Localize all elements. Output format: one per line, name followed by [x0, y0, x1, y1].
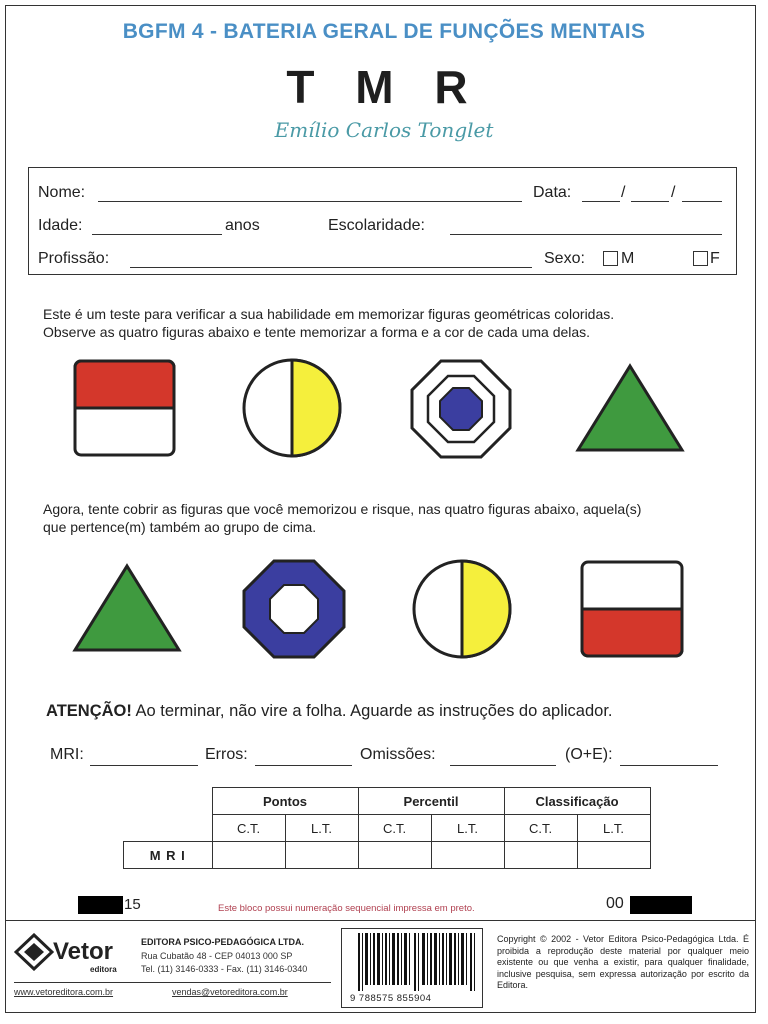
website-link[interactable]: www.vetoreditora.com.br [14, 987, 114, 997]
sex-f-checkbox[interactable] [693, 251, 708, 266]
barcode-icon [358, 933, 482, 991]
errors-label: Erros: [205, 746, 248, 763]
score-table [123, 787, 651, 869]
sex-label: Sexo: [544, 250, 585, 267]
table-cell[interactable] [577, 842, 650, 869]
serial-note: Este bloco possui numeração sequencial impressa em preto. [218, 903, 475, 914]
attention-text: Ao terminar, não vire a folha. Aguarde as instruções do aplicador. [131, 702, 613, 720]
table-cell[interactable] [504, 842, 577, 869]
octagon-ring-blue-icon [406, 356, 516, 462]
omissions-field[interactable] [450, 765, 556, 766]
sex-m-label: M [621, 250, 635, 267]
errors-field[interactable] [255, 765, 352, 766]
date-month-field[interactable] [631, 201, 669, 202]
blue-octagon-ring-icon[interactable] [240, 557, 348, 661]
table-cell[interactable] [358, 842, 431, 869]
sum-label: (O+E): [565, 746, 613, 763]
vetor-logo-sub: editora [90, 965, 117, 974]
serial-right-prefix: 00 [606, 895, 624, 912]
white-yellow-circle-icon[interactable] [408, 557, 516, 661]
table-subheader: L.T. [285, 815, 358, 842]
publisher-address: Rua Cubatão 48 - CEP 04013 000 SP [141, 951, 293, 961]
age-label: Idade: [38, 217, 83, 234]
barcode-number: 9 788575 855904 [350, 993, 432, 1004]
date-slash-2: / [671, 184, 676, 201]
redacted-serial-right [630, 896, 692, 914]
date-day-field[interactable] [582, 201, 620, 202]
table-group-pontos: Pontos [212, 788, 358, 815]
omissions-label: Omissões: [360, 746, 436, 763]
publisher-phones: Tel. (11) 3146-0333 - Fax. (11) 3146-0340 [141, 964, 308, 974]
sum-field[interactable] [620, 765, 718, 766]
date-year-field[interactable] [682, 201, 722, 202]
table-group-percentil: Percentil [358, 788, 504, 815]
table-subheader: C.T. [358, 815, 431, 842]
age-unit: anos [225, 217, 260, 234]
green-triangle-icon [574, 362, 686, 454]
name-label: Nome: [38, 184, 86, 201]
profession-label: Profissão: [38, 250, 110, 267]
sex-f-label: F [710, 250, 720, 267]
education-label: Escolaridade: [328, 217, 425, 234]
second-instruction-line-1: Agora, tente cobrir as figuras que você memorizou e risque, nas quatro figuras abaixo, aquela(s) [43, 501, 642, 517]
table-subheader: C.T. [212, 815, 285, 842]
table-subheader: L.T. [431, 815, 504, 842]
author-signature: Emílio Carlos Tonglet [274, 118, 494, 142]
attention-bold: ATENÇÃO! [46, 702, 132, 720]
copyright-notice: Copyright © 2002 - Vetor Editora Psico-Pedagógica Ltda. É proibida a reprodução deste material por qualquer meio existente ou que venha a existir, para qualquer finalidade, inclusive pesquisa, sem expressa autorização por escrito da Editora. [497, 934, 749, 990]
table-cell[interactable] [431, 842, 504, 869]
age-field[interactable] [92, 234, 222, 235]
table-subheader: C.T. [504, 815, 577, 842]
name-field[interactable] [98, 201, 522, 202]
attention-notice [46, 702, 613, 721]
publisher-name: EDITORA PSICO-PEDAGÓGICA LTDA. [141, 937, 305, 947]
mri-label: MRI: [50, 746, 84, 763]
intro-line-1: Este é um teste para verificar a sua habilidade em memorizar figuras geométricas coloridas. [43, 306, 615, 322]
second-instruction-line-2: que pertence(m) também ao grupo de cima. [43, 519, 317, 535]
date-label: Data: [533, 184, 572, 201]
table-cell[interactable] [212, 842, 285, 869]
green-triangle-icon[interactable] [71, 562, 183, 654]
date-slash-1: / [621, 184, 626, 201]
email-link[interactable]: vendas@vetoreditora.com.br [172, 987, 288, 997]
sex-m-checkbox[interactable] [603, 251, 618, 266]
redacted-serial-left [78, 896, 123, 914]
test-code: T M R [286, 61, 482, 113]
white-yellow-circle-icon [238, 356, 346, 460]
table-group-classificacao: Classificação [504, 788, 650, 815]
vetor-logo: Vetor [53, 938, 114, 965]
profession-field[interactable] [130, 267, 532, 268]
red-white-square-icon [70, 356, 180, 460]
serial-left-suffix: 15 [124, 896, 141, 913]
footer-contact-divider [14, 982, 331, 983]
education-field[interactable] [450, 234, 722, 235]
mri-field[interactable] [90, 765, 198, 766]
table-row-label: M R I [124, 842, 213, 869]
vetor-diamond-logo-icon [14, 933, 54, 971]
battery-title: BGFM 4 - BATERIA GERAL DE FUNÇÕES MENTAIS [122, 20, 646, 43]
table-subheader: L.T. [577, 815, 650, 842]
footer-divider [6, 920, 756, 921]
intro-line-2: Observe as quatro figuras abaixo e tente memorizar a forma e a cor de cada uma delas. [43, 324, 591, 340]
table-cell[interactable] [285, 842, 358, 869]
white-red-square-icon[interactable] [577, 557, 687, 661]
